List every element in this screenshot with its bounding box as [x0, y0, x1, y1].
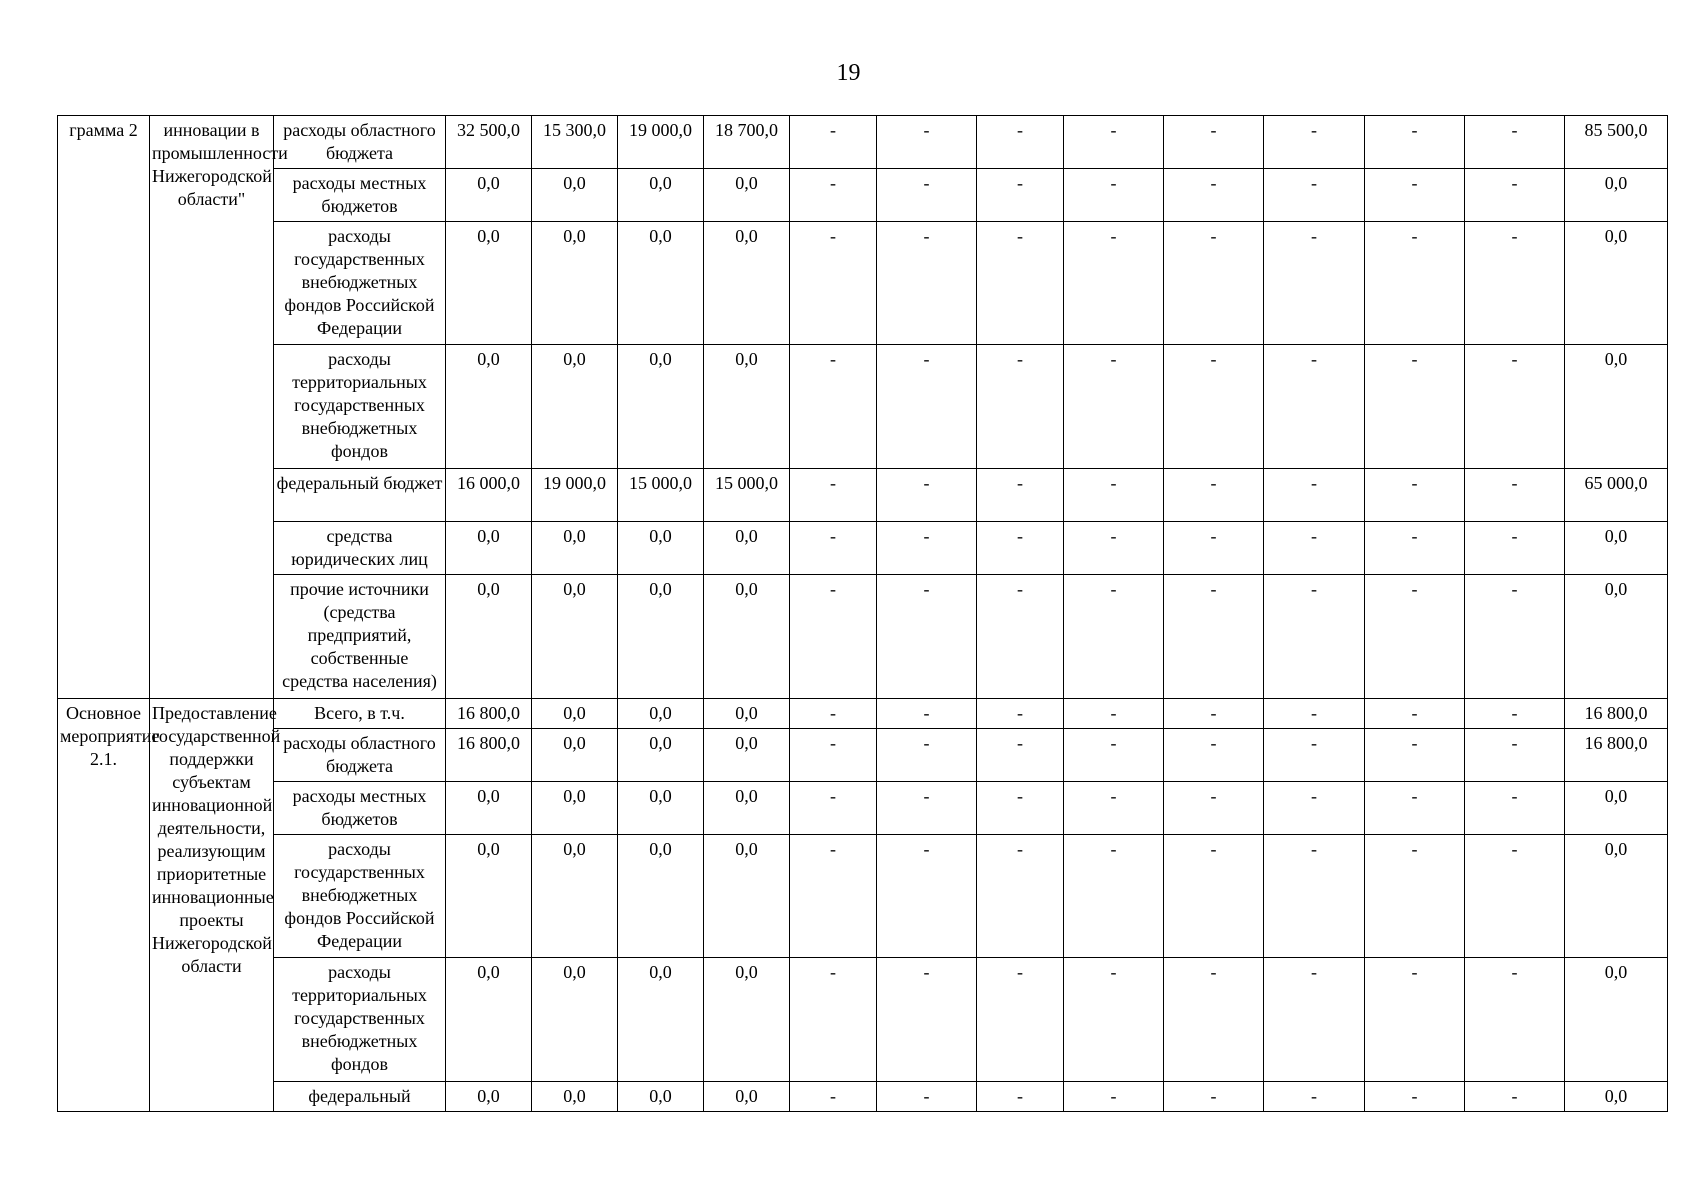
empty-year-cell: -	[1264, 522, 1365, 575]
program-name-cell: Предоставление государственной поддержки субъектам инновационной деятельности, реализующим приоритетные инновационные проекты Нижегородской области	[150, 699, 274, 1112]
year-value-cell: 0,0	[446, 169, 532, 222]
empty-year-cell: -	[1264, 699, 1365, 729]
empty-year-cell: -	[1064, 958, 1164, 1082]
year-value-cell: 19 000,0	[618, 116, 704, 169]
empty-year-cell: -	[1365, 958, 1465, 1082]
empty-year-cell: -	[977, 469, 1064, 522]
empty-year-cell: -	[1264, 169, 1365, 222]
empty-year-cell: -	[1264, 469, 1365, 522]
empty-year-cell: -	[1264, 782, 1365, 835]
empty-year-cell: -	[1164, 116, 1264, 169]
empty-year-cell: -	[1164, 575, 1264, 699]
empty-year-cell: -	[877, 469, 977, 522]
empty-year-cell: -	[1164, 469, 1264, 522]
year-value-cell: 19 000,0	[532, 469, 618, 522]
year-value-cell: 0,0	[618, 1082, 704, 1112]
funding-source-cell: расходы государственных внебюджетных фондов Российской Федерации	[274, 835, 446, 958]
budget-table	[57, 115, 1668, 1112]
year-value-cell: 16 800,0	[446, 729, 532, 782]
total-value-cell: 0,0	[1565, 222, 1668, 345]
empty-year-cell: -	[1465, 1082, 1565, 1112]
empty-year-cell: -	[790, 116, 877, 169]
empty-year-cell: -	[977, 522, 1064, 575]
empty-year-cell: -	[877, 575, 977, 699]
empty-year-cell: -	[877, 1082, 977, 1112]
total-value-cell: 0,0	[1565, 1082, 1668, 1112]
year-value-cell: 32 500,0	[446, 116, 532, 169]
empty-year-cell: -	[1164, 835, 1264, 958]
total-value-cell: 0,0	[1565, 575, 1668, 699]
empty-year-cell: -	[1064, 522, 1164, 575]
empty-year-cell: -	[1365, 699, 1465, 729]
year-value-cell: 0,0	[446, 1082, 532, 1112]
table-row	[58, 222, 1668, 345]
empty-year-cell: -	[1465, 575, 1565, 699]
empty-year-cell: -	[1264, 345, 1365, 469]
empty-year-cell: -	[1064, 699, 1164, 729]
empty-year-cell: -	[977, 345, 1064, 469]
table-row	[58, 575, 1668, 699]
total-value-cell: 0,0	[1565, 782, 1668, 835]
empty-year-cell: -	[877, 522, 977, 575]
empty-year-cell: -	[1064, 169, 1164, 222]
empty-year-cell: -	[790, 1082, 877, 1112]
empty-year-cell: -	[1465, 116, 1565, 169]
year-value-cell: 0,0	[704, 782, 790, 835]
empty-year-cell: -	[790, 699, 877, 729]
total-value-cell: 0,0	[1565, 835, 1668, 958]
year-value-cell: 0,0	[446, 958, 532, 1082]
table-row	[58, 782, 1668, 835]
empty-year-cell: -	[1365, 222, 1465, 345]
empty-year-cell: -	[1164, 222, 1264, 345]
year-value-cell: 0,0	[618, 222, 704, 345]
empty-year-cell: -	[877, 116, 977, 169]
funding-source-cell: федеральный	[274, 1082, 446, 1112]
empty-year-cell: -	[1465, 782, 1565, 835]
year-value-cell: 0,0	[618, 575, 704, 699]
empty-year-cell: -	[790, 958, 877, 1082]
empty-year-cell: -	[790, 522, 877, 575]
year-value-cell: 15 000,0	[618, 469, 704, 522]
empty-year-cell: -	[1064, 782, 1164, 835]
page-number: 19	[836, 60, 861, 86]
total-value-cell: 0,0	[1565, 169, 1668, 222]
empty-year-cell: -	[1465, 958, 1565, 1082]
year-value-cell: 0,0	[704, 345, 790, 469]
empty-year-cell: -	[977, 782, 1064, 835]
year-value-cell: 0,0	[446, 222, 532, 345]
empty-year-cell: -	[1465, 835, 1565, 958]
table-row	[58, 729, 1668, 782]
year-value-cell: 0,0	[618, 169, 704, 222]
year-value-cell: 0,0	[704, 575, 790, 699]
total-value-cell: 85 500,0	[1565, 116, 1668, 169]
empty-year-cell: -	[1264, 116, 1365, 169]
program-name-cell: инновации в промышленности Нижегородской области"	[150, 116, 274, 699]
table-row	[58, 699, 1668, 729]
empty-year-cell: -	[877, 958, 977, 1082]
empty-year-cell: -	[977, 222, 1064, 345]
empty-year-cell: -	[1365, 729, 1465, 782]
year-value-cell: 0,0	[446, 835, 532, 958]
empty-year-cell: -	[1465, 222, 1565, 345]
empty-year-cell: -	[1164, 729, 1264, 782]
year-value-cell: 15 300,0	[532, 116, 618, 169]
table-row	[58, 345, 1668, 469]
program-code-cell: Основное мероприятие 2.1.	[58, 699, 150, 1112]
empty-year-cell: -	[790, 222, 877, 345]
funding-source-cell: расходы государственных внебюджетных фондов Российской Федерации	[274, 222, 446, 345]
empty-year-cell: -	[1164, 522, 1264, 575]
year-value-cell: 0,0	[532, 222, 618, 345]
year-value-cell: 0,0	[704, 699, 790, 729]
empty-year-cell: -	[1064, 222, 1164, 345]
empty-year-cell: -	[877, 729, 977, 782]
empty-year-cell: -	[1365, 782, 1465, 835]
empty-year-cell: -	[1365, 169, 1465, 222]
empty-year-cell: -	[877, 169, 977, 222]
empty-year-cell: -	[1365, 345, 1465, 469]
year-value-cell: 0,0	[618, 835, 704, 958]
funding-source-cell: Всего, в т.ч.	[274, 699, 446, 729]
empty-year-cell: -	[790, 782, 877, 835]
empty-year-cell: -	[1064, 1082, 1164, 1112]
year-value-cell: 0,0	[532, 958, 618, 1082]
table-row	[58, 835, 1668, 958]
empty-year-cell: -	[977, 169, 1064, 222]
empty-year-cell: -	[1264, 835, 1365, 958]
total-value-cell: 0,0	[1565, 958, 1668, 1082]
empty-year-cell: -	[790, 575, 877, 699]
year-value-cell: 0,0	[532, 522, 618, 575]
year-value-cell: 0,0	[618, 782, 704, 835]
year-value-cell: 0,0	[618, 522, 704, 575]
empty-year-cell: -	[790, 729, 877, 782]
empty-year-cell: -	[1264, 575, 1365, 699]
empty-year-cell: -	[1365, 522, 1465, 575]
total-value-cell: 16 800,0	[1565, 729, 1668, 782]
table-row	[58, 116, 1668, 169]
empty-year-cell: -	[790, 169, 877, 222]
empty-year-cell: -	[877, 782, 977, 835]
empty-year-cell: -	[1264, 222, 1365, 345]
empty-year-cell: -	[977, 1082, 1064, 1112]
funding-source-cell: расходы местных бюджетов	[274, 782, 446, 835]
empty-year-cell: -	[877, 835, 977, 958]
empty-year-cell: -	[1465, 469, 1565, 522]
empty-year-cell: -	[1465, 699, 1565, 729]
empty-year-cell: -	[1365, 116, 1465, 169]
year-value-cell: 0,0	[446, 782, 532, 835]
table-row	[58, 958, 1668, 1082]
funding-source-cell: федеральный бюджет	[274, 469, 446, 522]
empty-year-cell: -	[1164, 1082, 1264, 1112]
year-value-cell: 0,0	[704, 729, 790, 782]
year-value-cell: 0,0	[618, 958, 704, 1082]
year-value-cell: 0,0	[532, 835, 618, 958]
empty-year-cell: -	[790, 835, 877, 958]
empty-year-cell: -	[877, 345, 977, 469]
funding-source-cell: расходы областного бюджета	[274, 116, 446, 169]
empty-year-cell: -	[1064, 575, 1164, 699]
empty-year-cell: -	[877, 699, 977, 729]
empty-year-cell: -	[1264, 958, 1365, 1082]
empty-year-cell: -	[790, 345, 877, 469]
year-value-cell: 0,0	[532, 345, 618, 469]
total-value-cell: 65 000,0	[1565, 469, 1668, 522]
empty-year-cell: -	[1465, 729, 1565, 782]
year-value-cell: 0,0	[446, 345, 532, 469]
year-value-cell: 0,0	[532, 1082, 618, 1112]
empty-year-cell: -	[1164, 958, 1264, 1082]
year-value-cell: 0,0	[618, 729, 704, 782]
empty-year-cell: -	[977, 835, 1064, 958]
budget-table-body	[58, 116, 1668, 1112]
year-value-cell: 16 800,0	[446, 699, 532, 729]
empty-year-cell: -	[1164, 345, 1264, 469]
year-value-cell: 0,0	[618, 345, 704, 469]
year-value-cell: 15 000,0	[704, 469, 790, 522]
total-value-cell: 0,0	[1565, 522, 1668, 575]
year-value-cell: 0,0	[618, 699, 704, 729]
empty-year-cell: -	[977, 699, 1064, 729]
table-row	[58, 522, 1668, 575]
year-value-cell: 0,0	[532, 575, 618, 699]
empty-year-cell: -	[1164, 782, 1264, 835]
empty-year-cell: -	[1365, 575, 1465, 699]
year-value-cell: 0,0	[446, 575, 532, 699]
table-row	[58, 169, 1668, 222]
empty-year-cell: -	[1365, 835, 1465, 958]
empty-year-cell: -	[1365, 1082, 1465, 1112]
funding-source-cell: прочие источники (средства предприятий, собственные средства населения)	[274, 575, 446, 699]
program-code-cell: грамма 2	[58, 116, 150, 699]
year-value-cell: 0,0	[704, 835, 790, 958]
year-value-cell: 16 000,0	[446, 469, 532, 522]
empty-year-cell: -	[1365, 469, 1465, 522]
funding-source-cell: расходы территориальных государственных внебюджетных фондов	[274, 958, 446, 1082]
empty-year-cell: -	[977, 729, 1064, 782]
year-value-cell: 0,0	[532, 729, 618, 782]
year-value-cell: 0,0	[532, 699, 618, 729]
empty-year-cell: -	[1164, 169, 1264, 222]
funding-source-cell: расходы местных бюджетов	[274, 169, 446, 222]
year-value-cell: 0,0	[446, 522, 532, 575]
empty-year-cell: -	[977, 575, 1064, 699]
total-value-cell: 0,0	[1565, 345, 1668, 469]
empty-year-cell: -	[1064, 116, 1164, 169]
empty-year-cell: -	[1064, 835, 1164, 958]
empty-year-cell: -	[877, 222, 977, 345]
funding-source-cell: расходы территориальных государственных внебюджетных фондов	[274, 345, 446, 469]
empty-year-cell: -	[1264, 729, 1365, 782]
funding-source-cell: средства юридических лиц	[274, 522, 446, 575]
empty-year-cell: -	[1164, 699, 1264, 729]
table-row	[58, 1082, 1668, 1112]
empty-year-cell: -	[1064, 345, 1164, 469]
year-value-cell: 0,0	[532, 782, 618, 835]
year-value-cell: 0,0	[704, 222, 790, 345]
empty-year-cell: -	[1465, 169, 1565, 222]
year-value-cell: 0,0	[704, 522, 790, 575]
empty-year-cell: -	[790, 469, 877, 522]
empty-year-cell: -	[1064, 729, 1164, 782]
funding-source-cell: расходы областного бюджета	[274, 729, 446, 782]
empty-year-cell: -	[1264, 1082, 1365, 1112]
table-row	[58, 469, 1668, 522]
year-value-cell: 18 700,0	[704, 116, 790, 169]
total-value-cell: 16 800,0	[1565, 699, 1668, 729]
empty-year-cell: -	[1064, 469, 1164, 522]
empty-year-cell: -	[1465, 345, 1565, 469]
empty-year-cell: -	[977, 958, 1064, 1082]
empty-year-cell: -	[1465, 522, 1565, 575]
year-value-cell: 0,0	[704, 958, 790, 1082]
year-value-cell: 0,0	[532, 169, 618, 222]
year-value-cell: 0,0	[704, 1082, 790, 1112]
empty-year-cell: -	[977, 116, 1064, 169]
year-value-cell: 0,0	[704, 169, 790, 222]
